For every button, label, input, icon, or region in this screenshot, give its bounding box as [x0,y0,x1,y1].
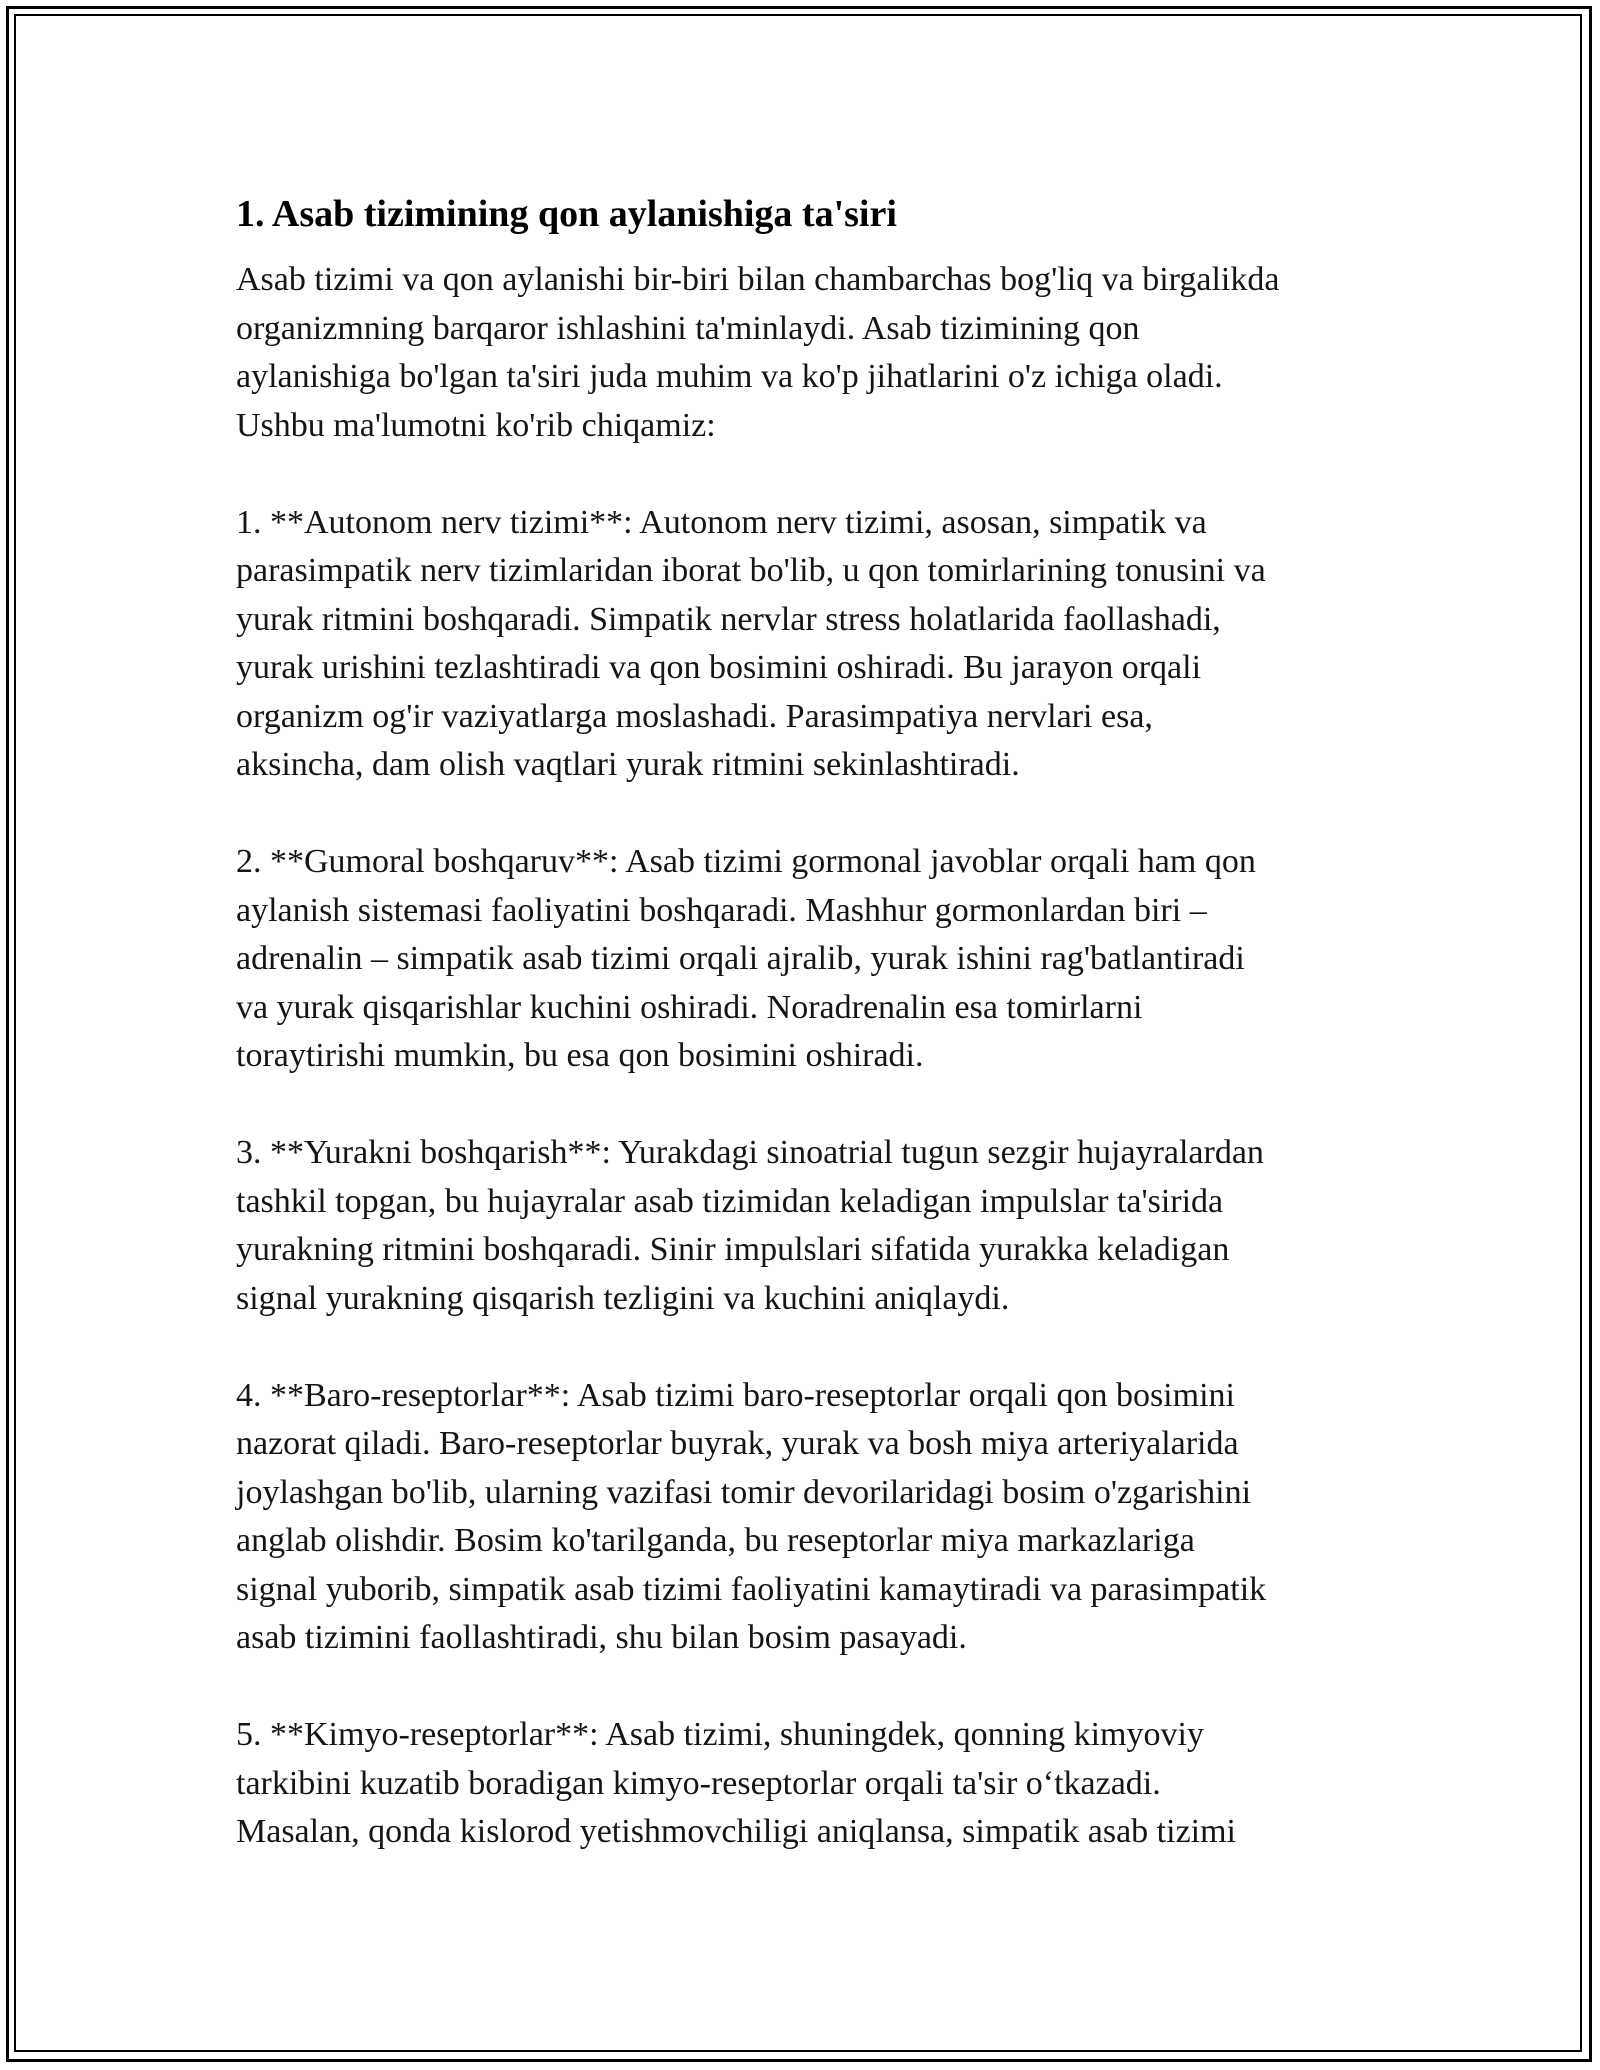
paragraph-yurakni-boshqarish: 3. **Yurakni boshqarish**: Yurakdagi sinoatrial tugun sezgir hujayralardan tashkil topgan, bu hujayralar asab tizimidan keladigan impulslar ta'sirida yurakning ritmini boshqaradi. Sinir impulslari sifatida yurakka keladigan signal yurakning qisqarish tezligini va kuchini aniqlaydi. [236,1134,1264,1317]
paragraph-kimyo-reseptorlar: 5. **Kimyo-reseptorlar**: Asab tizimi, shuningdek, qonning kimyoviy tarkibini kuzatib boradigan kimyo-reseptorlar orqali ta'sir o‘tkazadi. Masalan, qonda kislorod yetishmovchiligi aniqlansa, simpatik asab tizimi [236,1716,1236,1850]
paragraph-baro-reseptorlar: 4. **Baro-reseptorlar**: Asab tizimi baro-reseptorlar orqali qon bosimini nazorat qiladi. Baro-reseptorlar buyrak, yurak va bosh miya arteriyalarida joylashgan bo'lib, ularning vazifasi tomir devorilaridagi bosim o'zgarishini anglab olishdir. Bosim ko'tarilganda, bu reseptorlar miya markazlariga signal yuborib, simpatik asab tizimi faoliyatini kamaytiradi va parasimpatik asab tizimini faollashtiradi, shu bilan bosim pasayadi. [236,1376,1267,1656]
section-heading: 1. Asab tizimining qon aylanishiga ta'siri [236,193,897,235]
intro-paragraph: Asab tizimi va qon aylanishi bir-biri bilan chambarchas bog'liq va birgalikda organizmning barqaror ishlashini ta'minlaydi. Asab tizimining qon aylanishiga bo'lgan ta'siri juda muhim va ko'p jihatlarini o'z ichiga oladi. Ushbu ma'lumotni ko'rib chiqamiz: [236,261,1280,444]
document-body [236,186,1366,1857]
paragraph-gumoral-boshqaruv: 2. **Gumoral boshqaruv**: Asab tizimi gormonal javoblar orqali ham qon aylanish sistemasi faoliyatini boshqaradi. Mashhur gormonlardan biri – adrenalin – simpatik asab tizimi orqali ajralib, yurak ishini rag'batlantiradi va yurak qisqarishlar kuchini oshiradi. Noradrenalin esa tomirlarni toraytirishi mumkin, bu esa qon bosimini oshiradi. [236,843,1256,1074]
paragraph-autonom-nerv-tizimi: 1. **Autonom nerv tizimi**: Autonom nerv tizimi, asosan, simpatik va parasimpatik nerv tizimlaridan iborat bo'lib, u qon tomirlarining tonusini va yurak ritmini boshqaradi. Simpatik nervlar stress holatlarida faollashadi, yurak urishini tezlashtiradi va qon bosimini oshiradi. Bu jarayon orqali organizm og'ir vaziyatlarga moslashadi. Parasimpatiya nervlari esa, aksincha, dam olish vaqtlari yurak ritmini sekinlashtiradi. [236,503,1266,783]
